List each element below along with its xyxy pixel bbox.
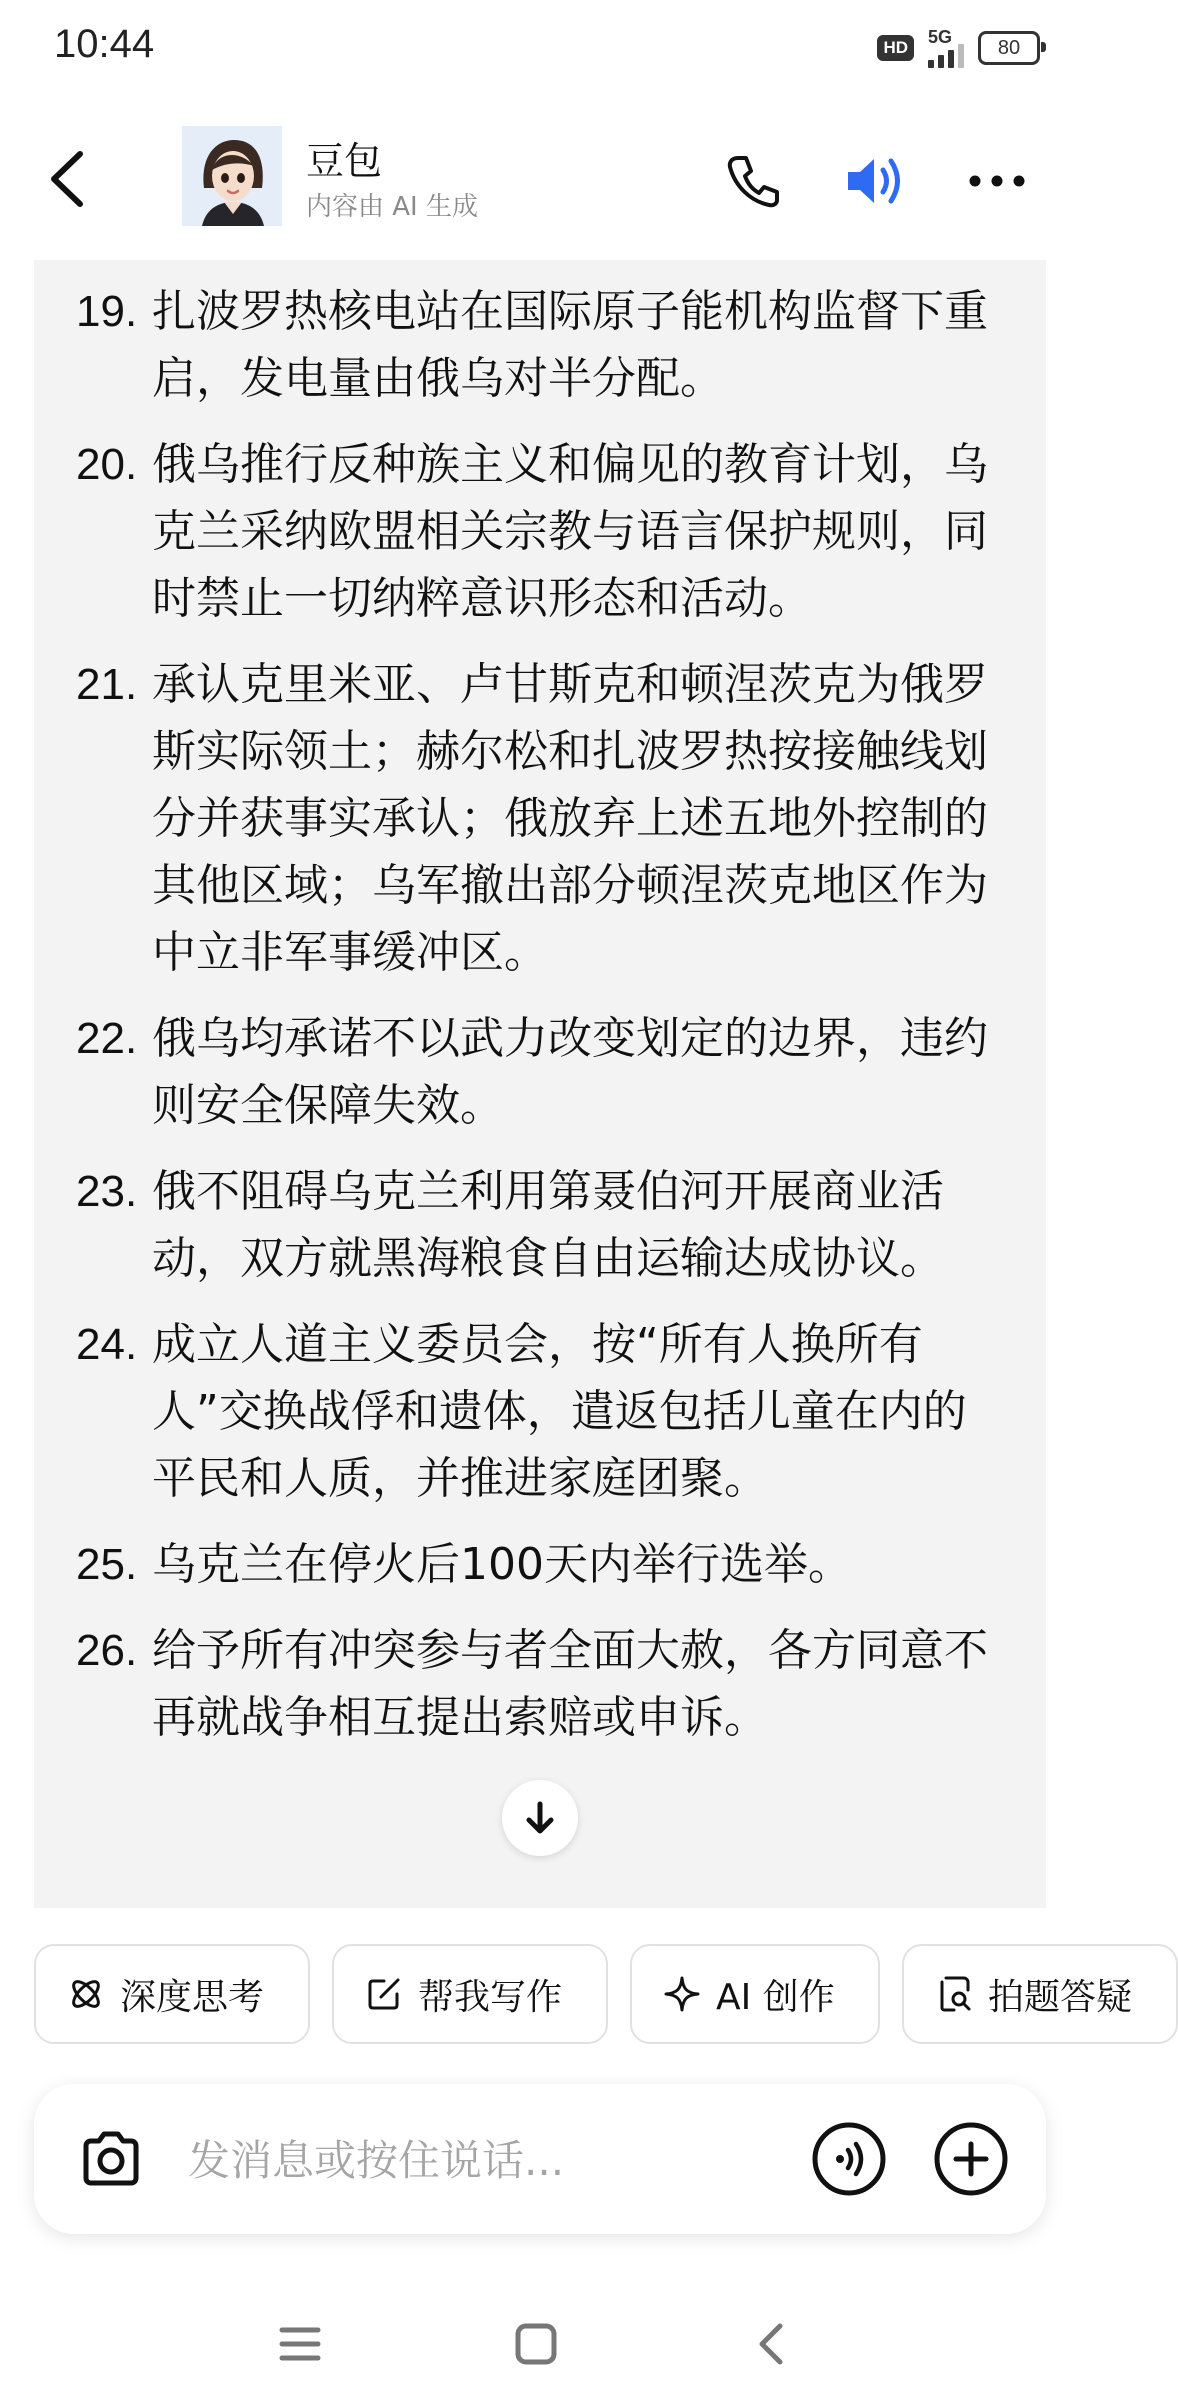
list-item-number: 21. [76, 660, 138, 709]
menu-icon [270, 2314, 330, 2374]
list-item-text: 成立人道主义委员会，按“所有人换所有人”交换战俘和遗体，遣返包括儿童在内的平民和人质，并推进家庭团聚。 [152, 1319, 967, 1504]
atom-icon [66, 1974, 106, 2014]
voice-call-button[interactable] [810, 2120, 888, 2198]
list-item [34, 278, 1046, 412]
edit-icon [364, 1974, 404, 2014]
plus-circle-icon [932, 2120, 1010, 2198]
home-square-icon [506, 2314, 566, 2374]
message-list [34, 278, 1046, 1770]
list-item-number: 25. [76, 1540, 138, 1589]
list-item [34, 431, 1046, 632]
chevron-left-icon [40, 144, 100, 214]
list-item [34, 1005, 1046, 1139]
network-type: 5G [928, 27, 953, 47]
list-item [34, 1158, 1046, 1292]
list-item-number: 24. [76, 1320, 138, 1369]
list-item-text: 给予所有冲突参与者全面大赦，各方同意不再就战争相互提出索赔或申诉。 [152, 1625, 988, 1743]
recent-apps-button[interactable] [270, 2314, 330, 2374]
list-item-number: 26. [76, 1626, 138, 1675]
chip-label: 深度思考 [120, 1976, 265, 2018]
call-button[interactable] [718, 146, 788, 216]
list-item [34, 651, 1046, 986]
message-composer [34, 2084, 1046, 2234]
home-button[interactable] [506, 2314, 566, 2374]
chip-label: 帮我写作 [418, 1976, 563, 2018]
chip-label: AI 创作 [716, 1976, 835, 2018]
avatar[interactable] [182, 126, 282, 226]
list-item-text: 俄不阻碍乌克兰利用第聂伯河开展商业活动，双方就黑海粮食自由运输达成协议。 [152, 1166, 944, 1284]
help-write-button[interactable] [332, 1944, 608, 2044]
list-item-number: 19. [76, 287, 138, 336]
list-item [34, 1531, 1046, 1598]
list-item-text: 俄乌推行反种族主义和偏见的教育计划，乌克兰采纳欧盟相关宗教与语言保护规则，同时禁止一切纳粹意识形态和活动。 [152, 439, 988, 624]
list-item [34, 1311, 1046, 1512]
camera-icon [76, 2124, 146, 2194]
signal-icon [928, 28, 964, 68]
photo-question-icon [934, 1974, 974, 2014]
list-item [34, 1617, 1046, 1751]
signal-bars [928, 42, 964, 68]
message-input[interactable] [186, 2120, 810, 2200]
hd-badge: HD [877, 35, 914, 61]
list-item-text: 承认克里米亚、卢甘斯克和顿涅茨克为俄罗斯实际领土；赫尔松和扎波罗热按接触线划分并获事实承认；俄放弃上述五地外控制的其他区域；乌军撤出部分顿涅茨克地区作为中立非军事缓冲区。 [152, 659, 988, 978]
deep-think-button[interactable] [34, 1944, 310, 2044]
scroll-to-bottom-button[interactable] [502, 1780, 578, 1856]
system-back-button[interactable] [742, 2314, 802, 2374]
ai-create-button[interactable] [630, 1944, 880, 2044]
list-item-number: 23. [76, 1167, 138, 1216]
list-item-number: 20. [76, 440, 138, 489]
avatar-image [182, 126, 282, 226]
list-item-text: 乌克兰在停火后100天内举行选举。 [152, 1539, 852, 1590]
voice-wave-icon [810, 2120, 888, 2198]
ai-message [34, 260, 1046, 1908]
arrow-down-icon [520, 1798, 560, 1838]
more-icon [962, 146, 1032, 216]
battery-level: 80 [997, 36, 1021, 59]
back-triangle-icon [742, 2314, 802, 2374]
list-item-number: 22. [76, 1014, 138, 1063]
chip-label: 拍题答疑 [988, 1976, 1133, 2018]
status-bar [0, 0, 1080, 100]
add-button[interactable] [932, 2120, 1010, 2198]
battery-icon [978, 31, 1040, 65]
status-time: 10:44 [54, 22, 155, 66]
ai-disclaimer: 内容由 AI 生成 [306, 192, 478, 222]
quick-actions [34, 1944, 1133, 2048]
photo-question-button[interactable] [902, 1944, 1178, 2044]
camera-button[interactable] [76, 2124, 146, 2194]
system-nav-bar [0, 2300, 1080, 2400]
speaker-icon [840, 146, 910, 216]
chat-header [0, 118, 1080, 238]
back-button[interactable] [40, 144, 100, 214]
speaker-button[interactable] [840, 146, 910, 216]
list-item-text: 扎波罗热核电站在国际原子能机构监督下重启，发电量由俄乌对半分配。 [152, 286, 988, 404]
list-item-text: 俄乌均承诺不以武力改变划定的边界，违约则安全保障失效。 [152, 1013, 988, 1131]
more-button[interactable] [962, 146, 1032, 216]
phone-icon [718, 146, 788, 216]
status-indicators [877, 28, 1040, 68]
sparkle-icon [662, 1974, 702, 2014]
bot-name: 豆包 [306, 139, 383, 183]
